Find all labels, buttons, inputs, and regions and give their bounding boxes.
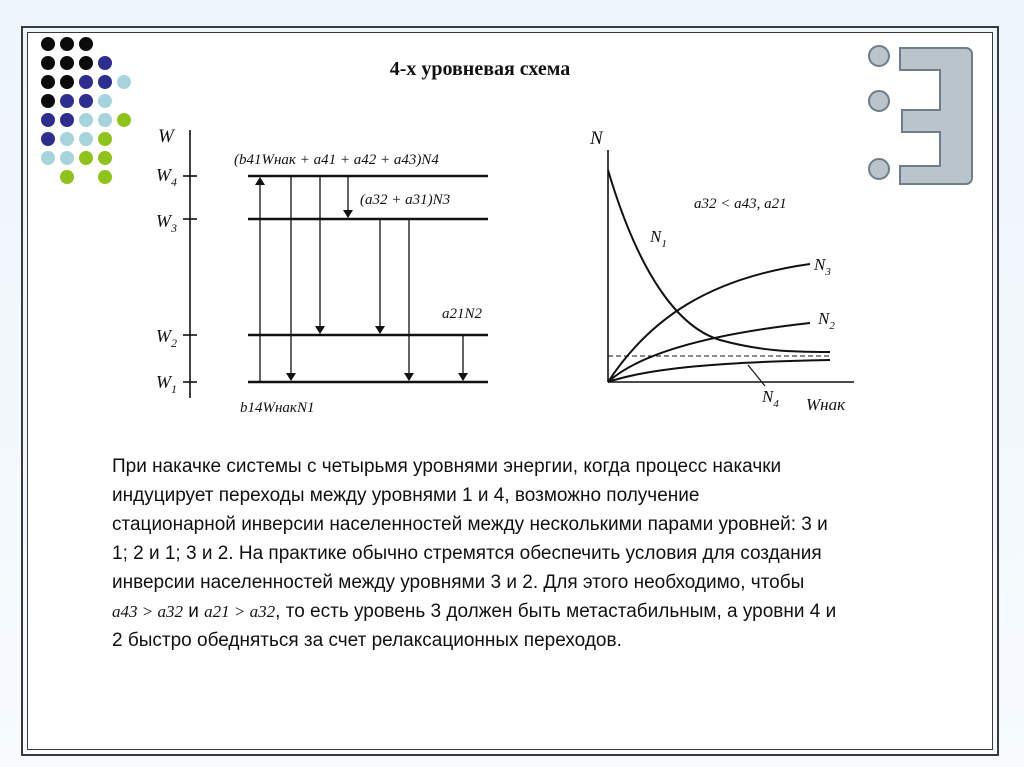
decor-dot xyxy=(117,75,131,89)
curve-label-n3: $N_3$ xyxy=(814,255,831,278)
body-paragraph xyxy=(112,452,972,655)
text-line: При накачке системы с четырьмя уровнями энергии, когда процесс накачки xyxy=(112,456,782,477)
level-label-w4: $W_4$ xyxy=(156,165,177,189)
text-line: 2 быстро обедняться за счет релаксационных переходов. xyxy=(112,630,622,651)
curve-label-n4: $N_4$ xyxy=(762,387,779,410)
pump-up-rate-label: b14WнакN1 xyxy=(240,400,315,416)
energy-axis-label: W xyxy=(158,126,174,147)
figure-svg xyxy=(150,118,856,430)
decor-dot xyxy=(60,56,74,70)
text-line-formula xyxy=(112,597,972,626)
energy-level-figure xyxy=(150,118,856,430)
logo-bracket-shape xyxy=(900,48,972,184)
population-curves-plot xyxy=(589,128,854,414)
slide-title: 4-х уровневая схема xyxy=(389,58,571,80)
decor-dot xyxy=(79,132,93,146)
decor-dot xyxy=(98,132,112,146)
x-axis-label: Wнак xyxy=(806,395,846,414)
decor-dot xyxy=(60,170,74,184)
text-line-tail: , то есть уровень 3 должен быть метастабильным, а уровни 4 и xyxy=(275,601,837,622)
decor-dot xyxy=(41,56,55,70)
text-line: стационарной инверсии населенностей между несколькими парами уровней: 3 и xyxy=(112,514,828,535)
decor-dot xyxy=(60,132,74,146)
decorative-logo xyxy=(862,40,977,185)
logo-circle xyxy=(869,159,889,179)
formula-a21-gt-a32: a21 > a32 xyxy=(204,602,276,621)
decor-dot xyxy=(41,132,55,146)
decor-dot xyxy=(60,151,74,165)
decor-dot xyxy=(98,56,112,70)
level-label-w3: $W_3$ xyxy=(156,211,177,235)
pump-rate-label: (b41Wнак + a41 + a42 + a43)N4 xyxy=(234,152,439,168)
level-label-w1: $W_1$ xyxy=(156,372,177,396)
decor-dot xyxy=(60,37,74,51)
logo-circle xyxy=(869,46,889,66)
decor-dot xyxy=(98,113,112,127)
decor-dot xyxy=(60,113,74,127)
decor-dot xyxy=(79,56,93,70)
formula-a43-gt-a32: a43 > a32 xyxy=(112,602,183,621)
decor-dot xyxy=(98,151,112,165)
curve-n2 xyxy=(608,323,810,382)
decor-dot xyxy=(41,75,55,89)
logo-circle xyxy=(869,91,889,111)
y-axis-label: N xyxy=(590,128,603,149)
energy-level-diagram xyxy=(156,126,488,416)
curve-n4-pointer xyxy=(748,365,765,386)
decor-dot xyxy=(41,151,55,165)
decor-dot xyxy=(41,113,55,127)
curve-label-n1: $N_1$ xyxy=(650,227,667,250)
decor-dot xyxy=(79,151,93,165)
text-line: 1; 2 и 1; 3 и 2. На практике обычно стремятся обеспечить условия для создания xyxy=(112,543,822,564)
decor-dot xyxy=(98,170,112,184)
decor-dot xyxy=(98,75,112,89)
text-line: инверсии населенностей между уровнями 3 и 2. Для этого необходимо, чтобы xyxy=(112,572,805,593)
decor-dot xyxy=(79,37,93,51)
decor-dot xyxy=(60,75,74,89)
decor-dot xyxy=(79,94,93,108)
decor-dot xyxy=(79,75,93,89)
level-label-w2: $W_2$ xyxy=(156,326,177,350)
relax2-rate-label: a21N2 xyxy=(442,306,483,322)
curve-n4 xyxy=(608,360,830,382)
text-line: индуцирует переходы между уровнями 1 и 4, возможно получение xyxy=(112,485,700,506)
relax3-rate-label: (a32 + a31)N3 xyxy=(360,192,451,208)
conjunction-and: и xyxy=(188,601,199,622)
decor-dot xyxy=(41,94,55,108)
decor-dot xyxy=(41,37,55,51)
decor-dot xyxy=(79,113,93,127)
decor-dot xyxy=(60,94,74,108)
decor-dot xyxy=(98,94,112,108)
curve-label-n2: $N_2$ xyxy=(818,309,835,332)
condition-label: a32 < a43, a21 xyxy=(694,196,787,212)
decor-dot xyxy=(117,113,131,127)
